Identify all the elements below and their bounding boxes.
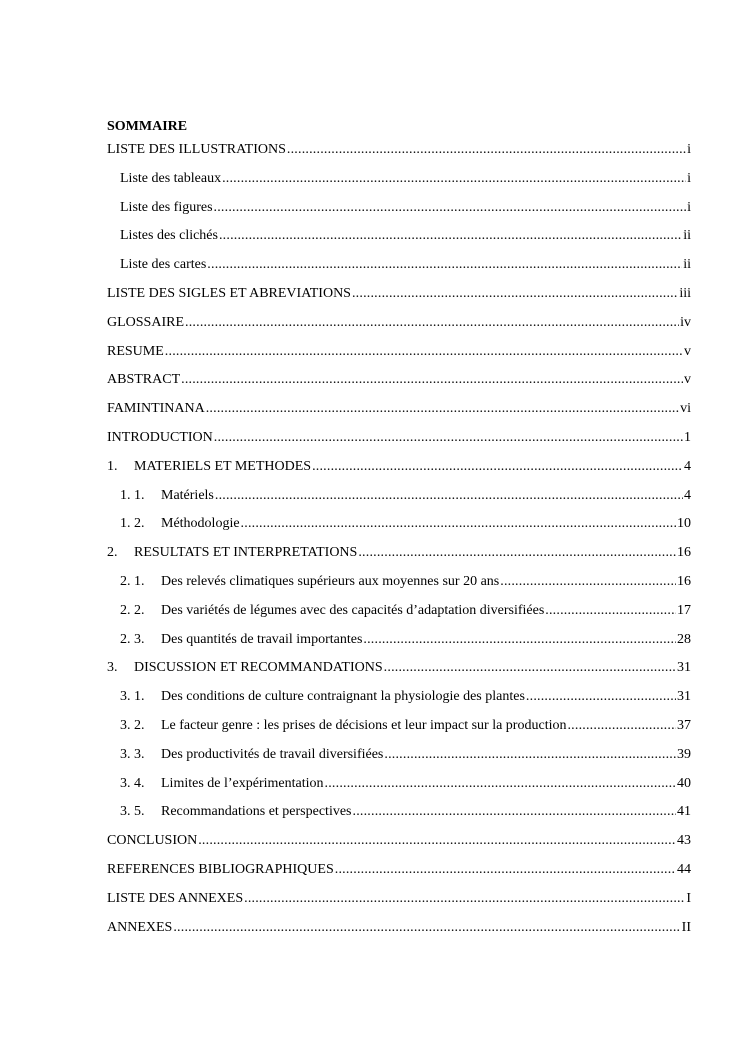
toc-entry[interactable] [107,226,691,255]
toc-entry-page-number: ii [683,257,691,273]
toc-entry-label: Liste des tableaux [120,170,222,186]
toc-entry[interactable] [107,889,691,918]
toc-entry-label: LISTE DES ANNEXES [107,890,244,906]
toc-entry-number: 2. [107,545,118,561]
toc-entry-page-number: 4 [684,487,691,503]
toc-dot-leader [312,457,683,477]
toc-entry-label: ANNEXES [107,919,173,935]
toc-dot-leader [384,658,676,678]
toc-entry[interactable] [107,284,691,313]
toc-entry[interactable] [107,802,691,831]
toc-entry[interactable] [107,313,691,342]
toc-dot-leader [222,169,686,189]
toc-entry[interactable] [107,716,691,745]
toc-entry[interactable] [107,831,691,860]
toc-entry-label: MATERIELS ET METHODES [134,458,312,474]
toc-entry-label: DISCUSSION ET RECOMMANDATIONS [134,660,383,676]
toc-entry-label: INTRODUCTION [107,429,213,445]
toc-dot-leader [287,140,686,160]
toc-entry-page-number: 37 [677,717,691,733]
toc-dot-leader [198,831,676,851]
toc-entry-label: GLOSSAIRE [107,314,185,330]
toc-dot-leader [353,802,677,822]
toc-entry-label: ABSTRACT [107,372,181,388]
toc-title: SOMMAIRE [107,119,188,134]
toc-entry-label: REFERENCES BIBLIOGRAPHIQUES [107,861,334,877]
toc-entry[interactable] [107,774,691,803]
toc-entry[interactable] [107,169,691,198]
toc-entry-number: 1. 1. [120,487,145,503]
toc-entry-label: FAMINTINANA [107,401,205,417]
toc-dot-leader [363,630,676,650]
toc-entry-page-number: iii [679,285,691,301]
toc-entry-label: Limites de l’expérimentation [161,775,324,791]
toc-entry[interactable] [107,399,691,428]
toc-entry-number: 2. 3. [120,631,145,647]
toc-dot-leader [335,860,676,880]
toc-entry-number: 3. [107,660,118,676]
toc-entry-page-number: 31 [677,689,691,705]
toc-entry[interactable] [107,601,691,630]
toc-entry-page-number: 43 [677,833,691,849]
toc-dot-leader [352,284,678,304]
toc-entry-label: Des conditions de culture contraignant la physiologie des plantes [161,689,525,705]
toc-entry-page-number: 41 [677,804,691,820]
toc-entry-number: 3. 5. [120,804,145,820]
toc-entry-label: Des productivités de travail diversifiées [161,746,384,762]
toc-entry-page-number: i [687,170,691,186]
toc-entry-page-number: 10 [677,516,691,532]
toc-entry[interactable] [107,630,691,659]
toc-entry-page-number: 16 [677,573,691,589]
toc-dot-leader [165,342,683,362]
toc-entry-page-number: 44 [677,861,691,877]
toc-entry-number: 1. [107,458,118,474]
toc-entry-number: 2. 2. [120,602,145,618]
toc-entry-label: Matériels [161,487,214,503]
toc-dot-leader [567,716,676,736]
toc-entry-label: Méthodologie [161,516,240,532]
toc-dot-leader [215,486,683,506]
toc-entry[interactable] [107,658,691,687]
toc-entry-page-number: vi [680,401,691,417]
toc-entry[interactable] [107,486,691,515]
toc-entry-page-number: i [687,199,691,215]
toc-dot-leader [207,255,682,275]
toc-dot-leader [545,601,676,621]
toc-entry-number: 2. 1. [120,573,145,589]
toc-entry-page-number: 31 [677,660,691,676]
toc-entry[interactable] [107,687,691,716]
toc-entry[interactable] [107,140,691,169]
toc-entry-label: Liste des figures [120,199,213,215]
toc-entry-label: CONCLUSION [107,833,198,849]
toc-entry-page-number: iv [680,314,691,330]
toc-entry-label: Des variétés de légumes avec des capacités d’adaptation diversifiées [161,602,545,618]
toc-entry-page-number: 4 [684,458,691,474]
toc-dot-leader [358,543,676,563]
toc-dot-leader [206,399,679,419]
toc-entry-label: Le facteur genre : les prises de décisions et leur impact sur la production [161,717,567,733]
toc-entry-number: 3. 2. [120,717,145,733]
toc-entry-number: 3. 1. [120,689,145,705]
toc-entry-page-number: 28 [677,631,691,647]
toc-entry-label: LISTE DES ILLUSTRATIONS [107,142,286,157]
toc-dot-leader [500,572,676,592]
toc-entry[interactable] [107,457,691,486]
toc-entry[interactable] [107,342,691,371]
toc-entry-page-number: 39 [677,746,691,762]
toc-entry-label: RESULTATS ET INTERPRETATIONS [134,545,358,561]
toc-entry-number: 3. 4. [120,775,145,791]
toc-entry[interactable] [107,918,691,947]
toc-entry-number: 1. 2. [120,516,145,532]
toc-entry[interactable] [107,514,691,543]
toc-entry-label: Recommandations et perspectives [161,804,352,820]
toc-entry-page-number: ii [683,228,691,244]
toc-dot-leader [219,226,682,246]
toc-entry-page-number: I [686,890,691,906]
toc-entry[interactable] [107,255,691,284]
toc-dot-leader [241,514,676,534]
toc-entry-page-number: v [684,343,691,359]
toc-dot-leader [214,198,687,218]
toc-entry-page-number: v [684,372,691,388]
toc-dot-leader [244,889,685,909]
toc-entry-page-number: II [681,919,691,935]
toc-entry-label: Des quantités de travail importantes [161,631,363,647]
toc-entry[interactable] [107,543,691,572]
toc-dot-leader [526,687,676,707]
toc-entry[interactable] [107,860,691,889]
toc-entry-page-number: 17 [677,602,691,618]
toc-entry-page-number: 1 [684,429,691,445]
toc-entry[interactable] [107,370,691,399]
toc-entry[interactable] [107,428,691,457]
toc-dot-leader [173,918,680,938]
toc-entry-page-number: 16 [677,545,691,561]
toc-entry-number: 3. 3. [120,746,145,762]
toc-entry[interactable] [107,745,691,774]
toc-dot-leader [214,428,683,448]
toc-entry[interactable] [107,572,691,601]
toc-entry[interactable] [107,198,691,227]
toc-entry-page-number: i [687,142,691,157]
table-of-contents [107,140,691,946]
toc-dot-leader [384,745,676,765]
toc-entry-label: Liste des cartes [120,257,207,273]
toc-entry-label: RESUME [107,343,164,359]
toc-entry-page-number: 40 [677,775,691,791]
toc-dot-leader [325,774,676,794]
toc-entry-label: LISTE DES SIGLES ET ABREVIATIONS [107,285,351,301]
toc-entry-label: Des relevés climatiques supérieurs aux moyennes sur 20 ans [161,573,500,589]
toc-entry-label: Listes des clichés [120,228,218,244]
toc-dot-leader [181,370,683,390]
toc-dot-leader [185,313,679,333]
